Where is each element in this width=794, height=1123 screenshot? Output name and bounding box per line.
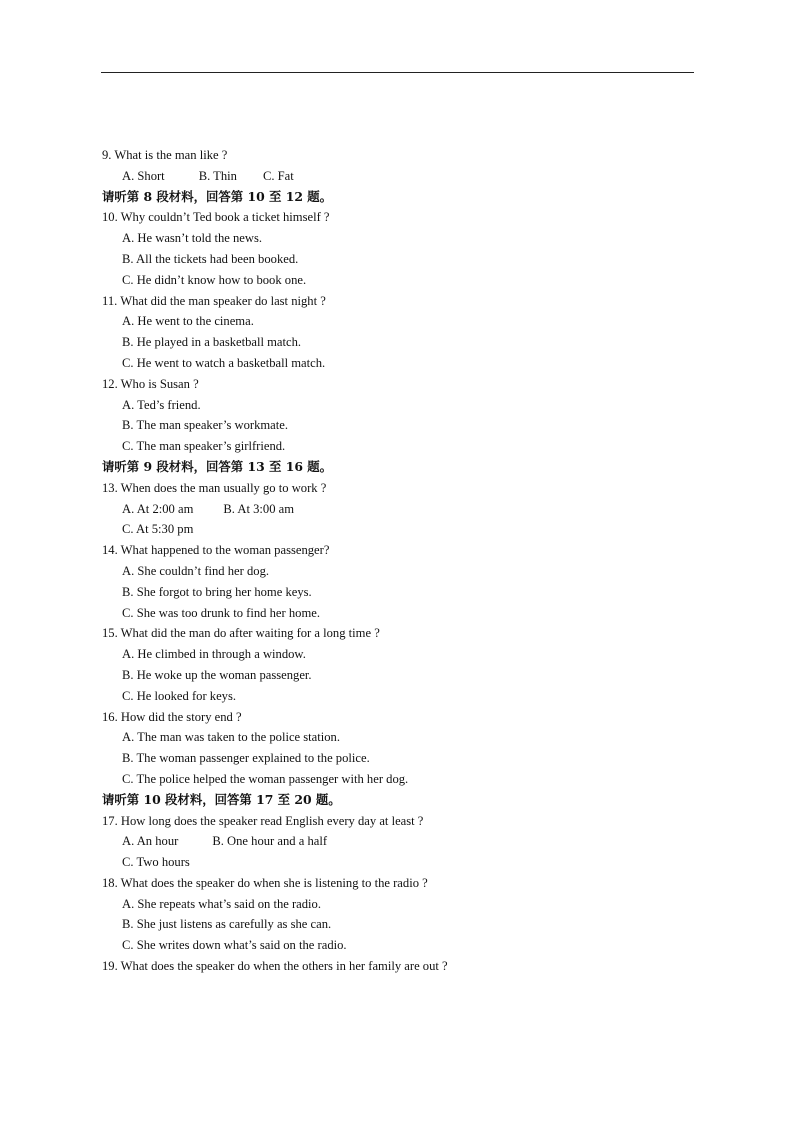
inline-answer-options xyxy=(102,499,692,520)
question-text: 11. What did the man speaker do last night ? xyxy=(102,293,326,308)
answer-option: B. All the tickets had been booked. xyxy=(122,251,299,266)
answer-option: A. He went to the cinema. xyxy=(122,314,254,329)
answer-option: C. He didn’t know how to book one. xyxy=(122,272,307,287)
document-body xyxy=(102,145,692,977)
question-text: 17. How long does the speaker read English every day at least ? xyxy=(102,813,424,828)
question-text: 15. What did the man do after waiting for a long time ? xyxy=(102,626,380,641)
section-instruction: 请听第 9 段材料，回答第 13 至 16 题。 xyxy=(102,458,333,474)
answer-option: B. The woman passenger explained to the police. xyxy=(122,751,370,766)
header-rule xyxy=(101,72,694,73)
answer-option: A. At 2:00 am xyxy=(122,501,194,516)
answer-option: B. He woke up the woman passenger. xyxy=(122,667,312,682)
answer-option: B. She forgot to bring her home keys. xyxy=(122,584,312,599)
answer-option: C. The police helped the woman passenger with her dog. xyxy=(122,771,409,786)
question-text: 18. What does the speaker do when she is listening to the radio ? xyxy=(102,875,428,890)
answer-option: A. She repeats what’s said on the radio. xyxy=(122,896,322,911)
question-text: 9. What is the man like ? xyxy=(102,148,228,162)
answer-option: A. He wasn’t told the news. xyxy=(122,231,263,246)
answer-option: A. Ted’s friend. xyxy=(122,397,201,412)
answer-option: A. She couldn’t find her dog. xyxy=(122,563,270,578)
answer-option: A. An hour xyxy=(122,834,179,849)
question-text: 19. What does the speaker do when the others in her family are out ? xyxy=(102,959,448,974)
answer-option: A. He climbed in through a window. xyxy=(122,647,306,662)
answer-option: C. At 5:30 pm xyxy=(122,522,194,537)
question-text: 10. Why couldn’t Ted book a ticket himself ? xyxy=(102,210,330,225)
question-text: 12. Who is Susan ? xyxy=(102,376,199,391)
answer-option: B. She just listens as carefully as she can. xyxy=(122,917,332,932)
answer-option: B. He played in a basketball match. xyxy=(122,335,302,350)
answer-option: C. Fat xyxy=(262,168,294,183)
question-text: 16. How did the story end ? xyxy=(102,709,242,724)
section-instruction: 请听第 8 段材料，回答第 10 至 12 题。 xyxy=(102,188,333,204)
answer-option: C. He went to watch a basketball match. xyxy=(122,355,326,370)
answer-option: B. Thin xyxy=(198,168,237,183)
answer-option: C. She was too drunk to find her home. xyxy=(122,605,320,620)
answer-option: B. One hour and a half xyxy=(212,834,328,849)
answer-option: C. She writes down what’s said on the radio. xyxy=(122,938,347,953)
answer-option: C. The man speaker’s girlfriend. xyxy=(122,439,286,454)
inline-answer-options xyxy=(102,831,692,852)
answer-option: C. Two hours xyxy=(122,855,190,870)
inline-answer-options xyxy=(102,166,692,187)
question-text: 13. When does the man usually go to work ? xyxy=(102,480,327,495)
answer-option: A. The man was taken to the police station. xyxy=(122,730,341,745)
answer-option: B. The man speaker’s workmate. xyxy=(122,418,289,433)
answer-option: B. At 3:00 am xyxy=(223,501,295,516)
answer-option: A. Short xyxy=(122,168,165,183)
answer-option: C. He looked for keys. xyxy=(122,688,237,703)
section-instruction: 请听第 10 段材料，回答第 17 至 20 题。 xyxy=(102,791,341,807)
question-text: 14. What happened to the woman passenger? xyxy=(102,543,330,558)
